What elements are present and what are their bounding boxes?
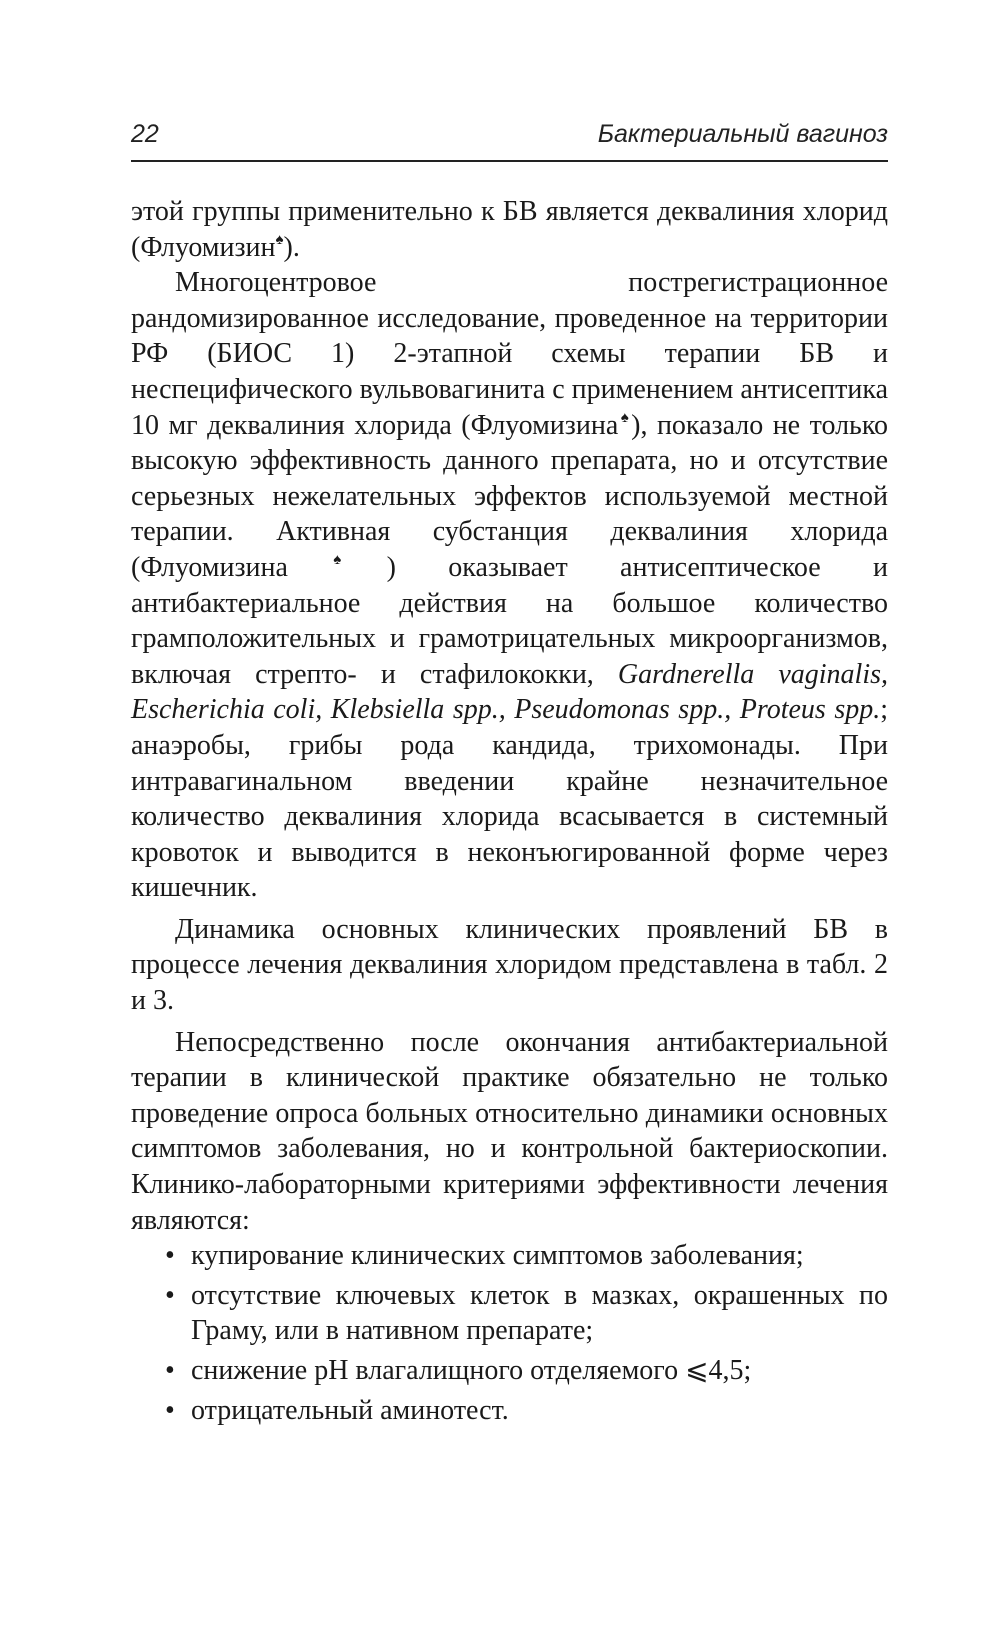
bullet-icon: • <box>165 1279 175 1311</box>
paragraph-4-text: Непосредственно после окончания антибактериальной терапии в клинической практике обязательно не только проведение опроса больных относительно динамики основных симптомов заболевания, но и контрольной бактериоскопии. Клинико-лабораторными критериями эффективности лечения являются: <box>131 1026 888 1236</box>
bullet-icon: • <box>165 1394 175 1426</box>
bullet-icon: • <box>165 1355 175 1386</box>
list-item <box>131 1393 888 1429</box>
trademark-icon: ♠ <box>275 231 284 248</box>
paragraph-1-text: этой группы применительно к БВ является деквалиния хлорид (Флуомизин <box>131 196 888 263</box>
paragraph-1-end: ). <box>283 231 300 263</box>
list-item <box>131 1278 888 1349</box>
list-item <box>131 1353 888 1389</box>
paragraph-3 <box>131 912 888 1019</box>
list-item-text: снижение pH влагалищного отделяемого ⩽4,5; <box>191 1355 752 1386</box>
paragraph-1 <box>131 194 888 265</box>
paragraph-2-part-2: ), показало не только высокую эффективность данного препарата, но и отсутствие серьезных нежелательных эффектов используемой местной терапии. Активная субстанция деквалиния хлорида (Флуомизина <box>131 409 888 583</box>
list-item <box>131 1238 888 1274</box>
list-item-text: купирование клинических симптомов заболевания; <box>191 1240 804 1272</box>
paragraph-2-part-1: Многоцентровое пострегистрационное рандомизированное исследование, проведенное на территории РФ (БИОС 1) 2-этапной схемы терапии БВ и неспецифического вульвовагинита с применением антисептика 10 мг деквалиния хлорида (Флуомизина <box>131 267 888 441</box>
list-item-text: отрицательный аминотест. <box>191 1394 509 1426</box>
paragraph-3-text: Динамика основных клинических проявлений БВ в процессе лечения деквалиния хлоридом представлена в табл. 2 и 3. <box>131 913 888 1017</box>
paragraph-2 <box>131 265 888 906</box>
paragraph-2-part-3: ) оказывает антисептическое и антибактериальное действия на большое количество грамположительных и грамотрицательных микроорганизмов, включая стрепто- и стафилококки, <box>131 551 888 690</box>
criteria-list <box>131 1238 888 1428</box>
trademark-icon: ♠ <box>618 409 632 426</box>
trademark-icon: ♠ <box>287 551 387 568</box>
body-text <box>131 194 888 1432</box>
header-rule <box>131 160 888 162</box>
paragraph-2-part-4: ; анаэробы, грибы рода кандида, трихомонады. При интравагинальном введении крайне незначительное количество деквалиния хлорида всасывается в системный кровоток и выводится в неконъюгированной форме через кишечник. <box>131 694 888 904</box>
bullet-icon: • <box>165 1240 175 1272</box>
running-head <box>131 116 888 156</box>
list-item-text: отсутствие ключевых клеток в мазках, окрашенных по Граму, или в нативном препарате; <box>191 1279 888 1347</box>
page-number: 22 <box>131 120 159 148</box>
organism-names: Gardnerella vaginalis, Escherichia coli, Klebsiella spp., Pseudomonas spp., Proteus spp. <box>131 658 889 726</box>
running-title: Бактериальный вагиноз <box>597 120 888 148</box>
paragraph-4 <box>131 1025 888 1239</box>
